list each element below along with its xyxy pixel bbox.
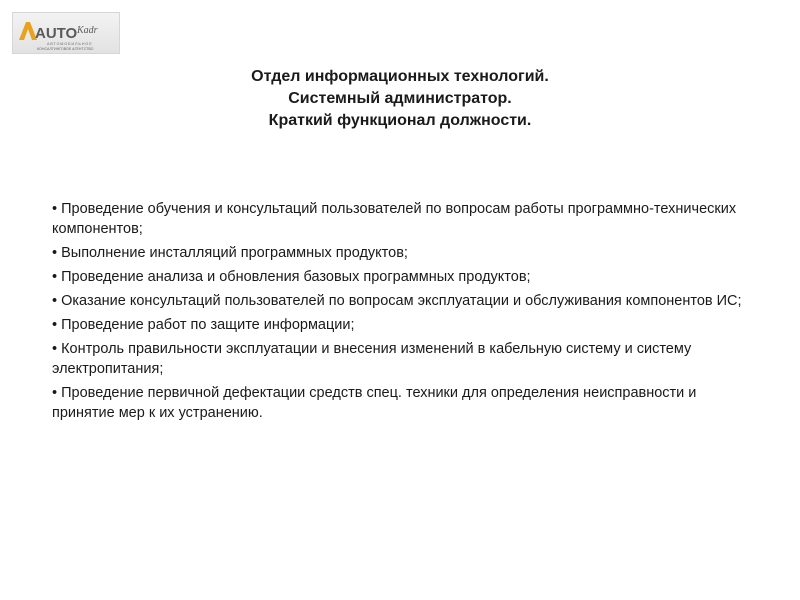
duty-item: • Оказание консультаций пользователей по вопросам эксплуатации и обслуживания компонентов ИС; [52,291,762,311]
logo-tagline-line2: КОНСАЛТИНГОВОЕ АГЕНТСТВО [37,47,94,51]
logo-tagline-line1: АВТОМОБИЛЬНОЕ [47,42,93,46]
heading-department: Отдел информационных технологий. [251,68,549,85]
company-logo [12,12,120,54]
logo-brand-auto: AUTO [35,25,78,42]
duty-item: • Проведение первичной дефектации средств спец. техники для определения неисправности и принятие мер к их устранению. [52,383,762,423]
duty-item: • Контроль правильности эксплуатации и внесения изменений в кабельную систему и систему электропитания; [52,339,762,379]
logo-graphic [13,13,119,53]
duty-item: • Выполнение инсталляций программных продуктов; [52,243,762,263]
page-heading [0,66,800,132]
duty-item: • Проведение обучения и консультаций пользователей по вопросам работы программно-технических компонентов; [52,199,762,239]
heading-position: Системный администратор. [288,90,512,107]
duty-item: • Проведение анализа и обновления базовых программных продуктов; [52,267,762,287]
logo-brand-kadr: Kadr [77,25,98,36]
duties-list [52,199,762,427]
duty-item: • Проведение работ по защите информации; [52,315,762,335]
heading-subtitle: Краткий функционал должности. [268,112,532,129]
